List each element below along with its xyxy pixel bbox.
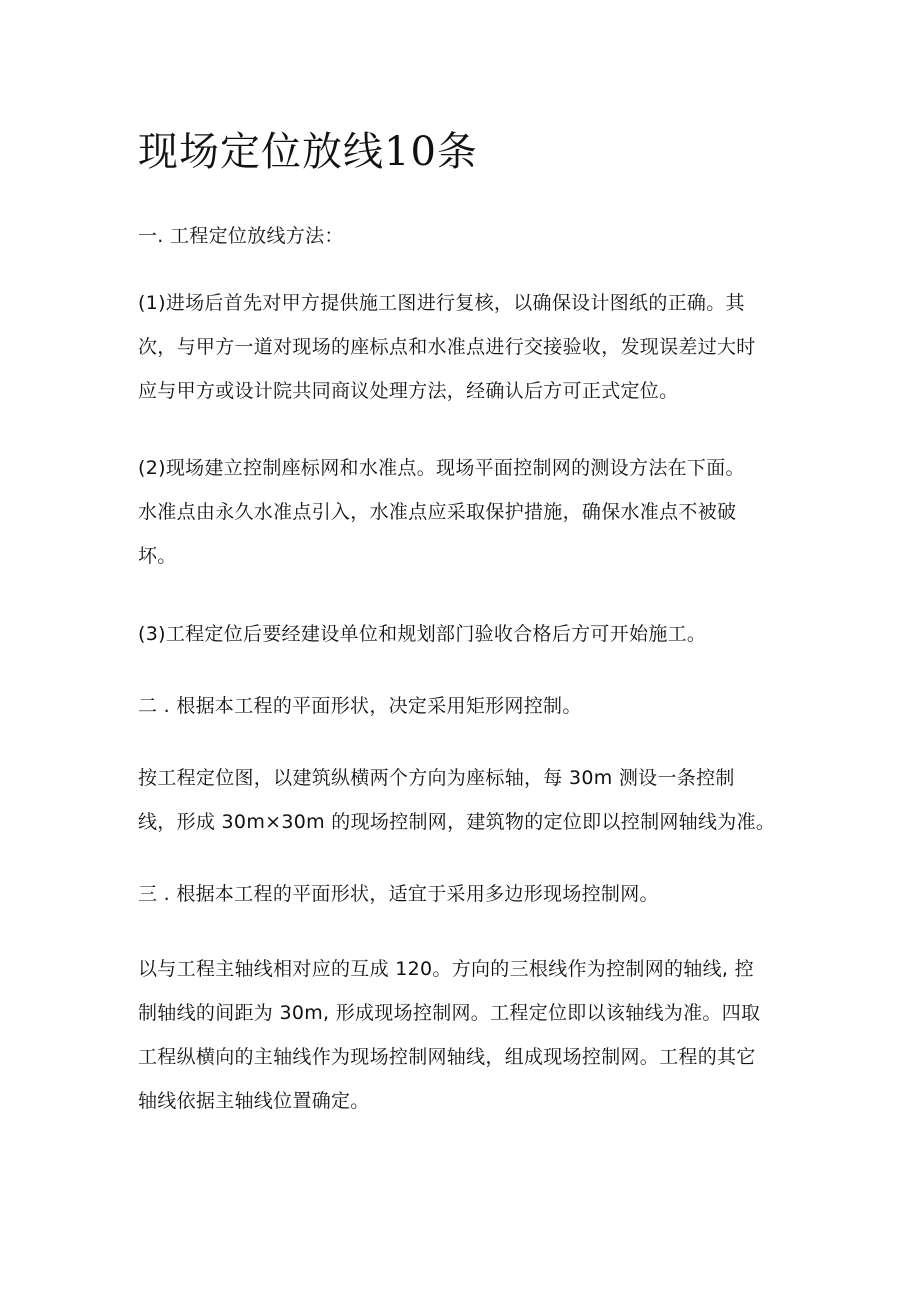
text-line: 坏。 — [138, 545, 177, 567]
text-line: 应与甲方或设计院共同商议处理方法，经确认后方可正式定位。 — [138, 380, 679, 402]
paragraph-section-3-body — [138, 947, 788, 1123]
paragraph-item-2 — [138, 446, 788, 578]
text-line: 工程纵横向的主轴线作为现场控制网轴线，组成现场控制网。工程的其它 — [138, 1046, 756, 1068]
paragraph-section-3-heading — [138, 872, 788, 916]
paragraph-item-3 — [138, 612, 788, 656]
text-line: 次，与甲方一道对现场的座标点和水准点进行交接验收，发现误差过大时 — [138, 336, 756, 358]
text-line: 以与工程主轴线相对应的互成 120。方向的三根线作为控制网的轴线, 控 — [138, 958, 754, 980]
paragraph-section-1-heading — [138, 214, 788, 258]
text-line: (1)进场后首先对甲方提供施工图进行复核，以确保设计图纸的正确。其 — [138, 292, 745, 314]
paragraph-section-2-heading — [138, 684, 788, 728]
text-line: 制轴线的间距为 30m, 形成现场控制网。工程定位即以该轴线为准。四取 — [138, 1002, 761, 1024]
paragraph-item-1 — [138, 281, 788, 413]
text-line: 二 . 根据本工程的平面形状，决定采用矩形网控制。 — [138, 695, 582, 717]
text-line: 三 . 根据本工程的平面形状，适宜于采用多边形现场控制网。 — [138, 883, 659, 905]
text-line: 一. 工程定位放线方法： — [138, 225, 344, 247]
paragraph-section-2-body — [138, 756, 788, 844]
text-line: (3)工程定位后要经建设单位和规划部门验收合格后方可开始施工。 — [138, 623, 707, 645]
text-line: 按工程定位图，以建筑纵横两个方向为座标轴，每 30m 测设一条控制 — [138, 767, 735, 789]
text-line: 轴线依据主轴线位置确定。 — [138, 1090, 370, 1112]
text-line: 水准点由永久水准点引入，水准点应采取保护措施，确保水准点不被破 — [138, 501, 737, 523]
text-line: 线，形成 30m×30m 的现场控制网，建筑物的定位即以控制网轴线为准。 — [138, 811, 776, 833]
document-title: 现场定位放线10条 — [138, 129, 478, 175]
text-line: (2)现场建立控制座标网和水准点。现场平面控制网的测设方法在下面。 — [138, 457, 745, 479]
